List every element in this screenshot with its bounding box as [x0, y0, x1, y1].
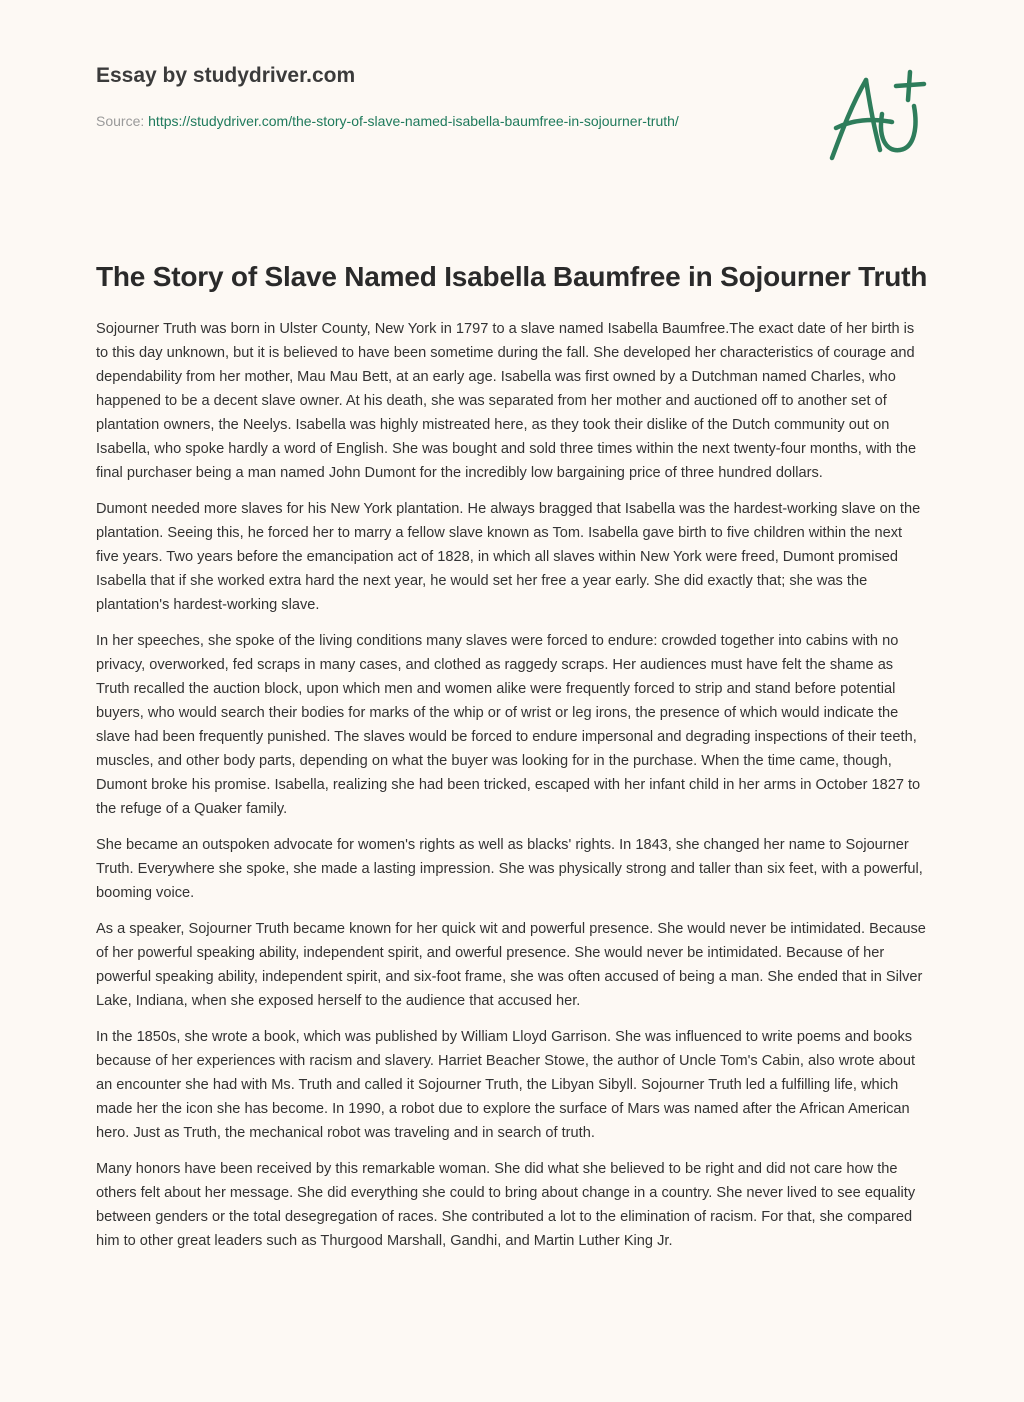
- paragraph: She became an outspoken advocate for women's rights as well as blacks' rights. In 1843, she changed her name to Sojourner Truth. Everywhere she spoke, she made a lasting impression. She was physically strong and taller than six feet, with a powerful, booming voice.: [96, 837, 923, 901]
- a-plus-logo-icon: [822, 66, 932, 166]
- source-line: [96, 110, 736, 132]
- document-title: The Story of Slave Named Isabella Baumfree in Sojourner Truth: [96, 261, 928, 292]
- paragraph: Many honors have been received by this remarkable woman. She did what she believed to be right and did not care how the others felt about her message. She did everything she could to bring about change in a country. She never lived to see equality between genders or the total desegregation of races. She contributed a lot to the elimination of racism. For that, she compared him to other great leaders such as Thurgood Marshall, Gandhi, and Martin Luther King Jr.: [96, 1161, 916, 1249]
- page-header: [96, 0, 928, 230]
- document-body: [96, 317, 928, 1253]
- paragraph: As a speaker, Sojourner Truth became known for her quick wit and powerful presence. She would never be intimidated. Because of her powerful speaking ability, independent spirit, and owerful presence. She would never be intimidated. Because of her powerful speaking ability, independent spirit, and six-foot frame, she was often accused of being a man. She ended that in Silver Lake, Indiana, when she exposed herself to the audience that accused her.: [96, 921, 926, 1009]
- paragraph: In her speeches, she spoke of the living conditions many slaves were forced to endure: crowded together into cabins with no privacy, overworked, fed scraps in many cases, and clothed as raggedy scraps. Her audiences must have felt the shame as Truth recalled the auction block, upon which men and women alike were frequently forced to strip and stand before potential buyers, who would search their bodies for marks of the whip or of wrist or leg irons, the presence of which would indicate the slave had been frequently punished. The slaves would be forced to endure impersonal and degrading inspections of their teeth, muscles, and other body parts, depending on what the buyer was looking for in the purchase. When the time came, though, Dumont broke his promise. Isabella, realizing she had been tricked, escaped with her infant child in her arms in October 1827 to the refuge of a Quaker family.: [96, 633, 921, 817]
- paragraph: Sojourner Truth was born in Ulster County, New York in 1797 to a slave named Isabella Baumfree.The exact date of her birth is to this day unknown, but it is believed to have been sometime during the fall. She developed her characteristics of courage and dependability from her mother, Mau Mau Bett, at an early age. Isabella was first owned by a Dutchman named Charles, who happened to be a decent slave owner. At his death, she was separated from her mother and auctioned off to another set of plantation owners, the Neelys. Isabella was highly mistreated here, as they took their dislike of the Dutch community out on Isabella, who spoke hardly a word of English. She was bought and sold three times within the next twenty-four months, with the final purchaser being a man named John Dumont for the incredibly low bargaining price of three hundred dollars.: [96, 321, 917, 481]
- paragraph: Dumont needed more slaves for his New York plantation. He always bragged that Isabella was the hardest-working slave on the plantation. Seeing this, he forced her to marry a fellow slave known as Tom. Isabella gave birth to five children within the next five years. Two years before the emancipation act of 1828, in which all slaves within New York were freed, Dumont promised Isabella that if she worked extra hard the next year, he would set her free a year early. She did exactly that; she was the plantation's hardest-working slave.: [96, 501, 921, 613]
- site-title: Essay by studydriver.com: [96, 64, 356, 87]
- source-label: Source:: [96, 113, 149, 129]
- source-link[interactable]: https://studydriver.com/the-story-of-slave-named-isabella-baumfree-in-sojourner-truth/: [148, 113, 679, 129]
- paragraph: In the 1850s, she wrote a book, which was published by William Lloyd Garrison. She was influenced to write poems and books because of her experiences with racism and slavery. Harriet Beacher Stowe, the author of Uncle Tom's Cabin, also wrote about an encounter she had with Ms. Truth and called it Sojourner Truth, the Libyan Sibyll. Sojourner Truth led a fulfilling life, which made her the icon she has become. In 1990, a robot due to explore the surface of Mars was named after the African American hero. Just as Truth, the mechanical robot was traveling and in search of truth.: [96, 1029, 916, 1141]
